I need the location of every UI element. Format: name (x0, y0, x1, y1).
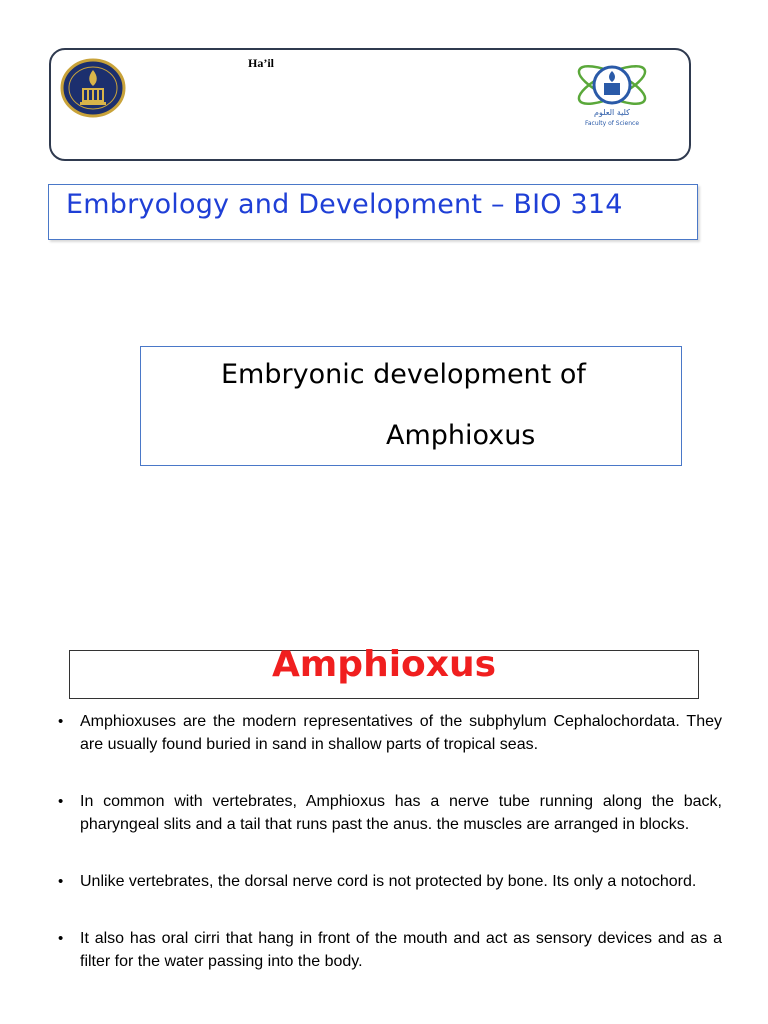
faculty-logo-english-text: Faculty of Science (584, 120, 640, 127)
list-item (56, 710, 722, 756)
bullet-text: Unlike vertebrates, the dorsal nerve cord is not protected by bone. Its only a notochord. (80, 873, 697, 890)
bullet-icon: • (58, 793, 64, 810)
bullet-text: In common with vertebrates, Amphioxus has a nerve tube running along the back, pharyngeal slits and a tail that runs past the anus. the muscles are arranged in blocks. (80, 793, 722, 833)
faculty-logo-arabic-text: كلية العلوم (594, 108, 630, 117)
faculty-of-science-logo-icon (568, 53, 656, 131)
bullet-list (56, 710, 722, 973)
section-heading: Amphioxus (271, 644, 497, 685)
course-title: Embryology and Development – BIO 314 (66, 189, 623, 220)
university-seal-icon (60, 58, 126, 118)
bullet-icon: • (58, 930, 64, 947)
topic-title-line-2: Amphioxus (386, 420, 536, 451)
bullet-text: Amphioxuses are the modern representatives of the subphylum Cephalochordata. They are usually found buried in sand in shallow parts of tropical seas. (80, 713, 722, 753)
topic-title-line-1: Embryonic development of (221, 359, 586, 390)
university-name: Ha’il (248, 56, 274, 70)
bullet-icon: • (58, 873, 64, 890)
list-item (56, 927, 722, 973)
list-item (56, 870, 722, 893)
bullet-text: It also has oral cirri that hang in front of the mouth and act as sensory devices and as a filter for the water passing into the body. (80, 930, 722, 970)
bullet-icon: • (58, 713, 64, 730)
list-item (56, 790, 722, 836)
